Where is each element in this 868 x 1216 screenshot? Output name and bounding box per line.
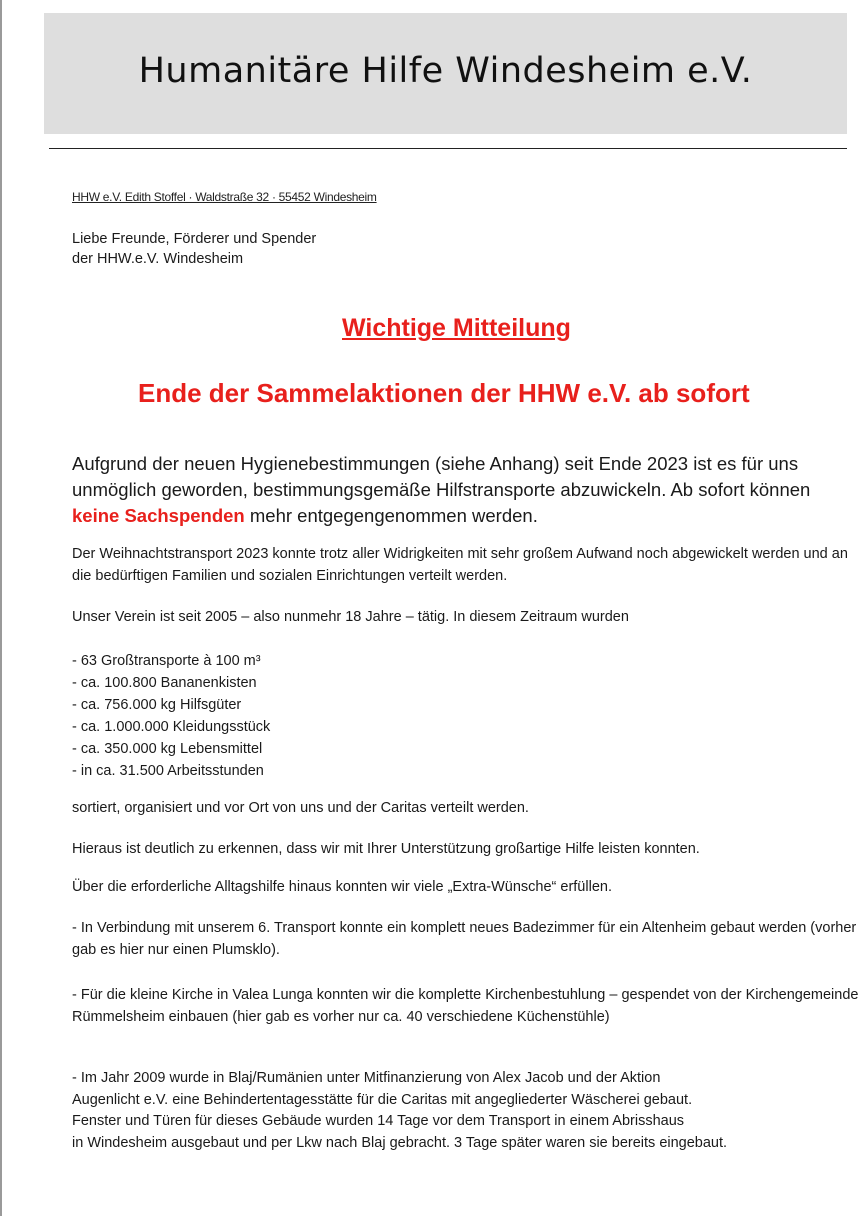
stats-item: - in ca. 31.500 Arbeitsstunden — [72, 763, 264, 779]
salutation-line-2: der HHW.e.V. Windesheim — [72, 251, 244, 267]
paragraph-since-2005: Unser Verein ist seit 2005 – also nunmehr 18 Jahre – tätig. In diesem Zeitraum wurden — [72, 609, 629, 625]
paragraph-blaj-line: - Im Jahr 2009 wurde in Blaj/Rumänien unter Mitfinanzierung von Alex Jacob und der Aktion — [72, 1070, 661, 1086]
header-divider — [49, 148, 847, 149]
lead-highlight: keine Sachspenden — [72, 505, 245, 526]
paragraph-blaj-line: Fenster und Türen für dieses Gebäude wurden 14 Tage vor dem Transport in einem Abrisshaus — [72, 1113, 685, 1129]
paragraph-church: - Für die kleine Kirche in Valea Lunga konnten wir die komplette Kirchenbestuhlung – gespendet von der Kirchengemeinde Rümmelsheim einbauen (hier gab es vorher nur ca. 40 verschiedene Küchenstühle) — [72, 987, 859, 1025]
paragraph-sorted: sortiert, organisiert und vor Ort von uns und der Caritas verteilt werden. — [72, 800, 529, 816]
stats-list — [72, 650, 270, 782]
sender-address-line: HHW e.V. Edith Stoffel · Waldstraße 32 · 55452 Windesheim — [72, 190, 377, 204]
lead-paragraph — [72, 451, 852, 529]
paragraph-blaj — [72, 1068, 862, 1154]
headline: Wichtige Mitteilung — [342, 314, 571, 342]
paragraph-extra-wishes: Über die erforderliche Alltagshilfe hinaus konnten wir viele „Extra-Wünsche“ erfüllen. — [72, 879, 612, 895]
stats-item: - ca. 756.000 kg Hilfsgüter — [72, 697, 242, 713]
salutation-line-1: Liebe Freunde, Förderer und Spender — [72, 231, 317, 247]
stats-item: - ca. 350.000 kg Lebensmittel — [72, 741, 263, 757]
paragraph-bathroom: - In Verbindung mit unserem 6. Transport konnte ein komplett neues Badezimmer für ein Altenheim gebaut werden (vorher gab es hier nur einen Plumsklo). — [72, 920, 857, 958]
paragraph-christmas-transport: Der Weihnachtstransport 2023 konnte trotz aller Widrigkeiten mit sehr großem Aufwand noch abgewickelt werden und an die bedürftigen Familien und sozialen Einrichtungen verteilt werden. — [72, 546, 848, 584]
stats-item: - ca. 100.800 Bananenkisten — [72, 675, 257, 691]
subheadline: Ende der Sammelaktionen der HHW e.V. ab sofort — [138, 378, 750, 408]
organization-title: Humanitäre Hilfe Windesheim e.V. — [138, 51, 753, 91]
lead-text-before: Aufgrund der neuen Hygienebestimmungen (siehe Anhang) seit Ende 2023 ist es für uns unmöglich geworden, bestimmungsgemäße Hilfstransporte abzuwickeln. Ab sofort können — [72, 453, 811, 500]
paragraph-blaj-line: Augenlicht e.V. eine Behindertentagesstätte für die Caritas mit angegliederter Wäscherei gebaut. — [72, 1091, 693, 1108]
stats-item: - 63 Großtransporte à 100 m³ — [72, 653, 261, 669]
page-left-border — [0, 0, 2, 1216]
paragraph-support: Hieraus ist deutlich zu erkennen, dass wir mit Ihrer Unterstützung großartige Hilfe leisten konnten. — [72, 841, 700, 857]
stats-item: - ca. 1.000.000 Kleidungsstück — [72, 719, 271, 735]
paragraph-blaj-line: in Windesheim ausgebaut und per Lkw nach Blaj gebracht. 3 Tage später waren sie bereits eingebaut. — [72, 1134, 728, 1151]
lead-text-after: mehr entgegengenommen werden. — [244, 505, 538, 526]
salutation — [72, 229, 316, 269]
letterhead — [44, 13, 847, 134]
